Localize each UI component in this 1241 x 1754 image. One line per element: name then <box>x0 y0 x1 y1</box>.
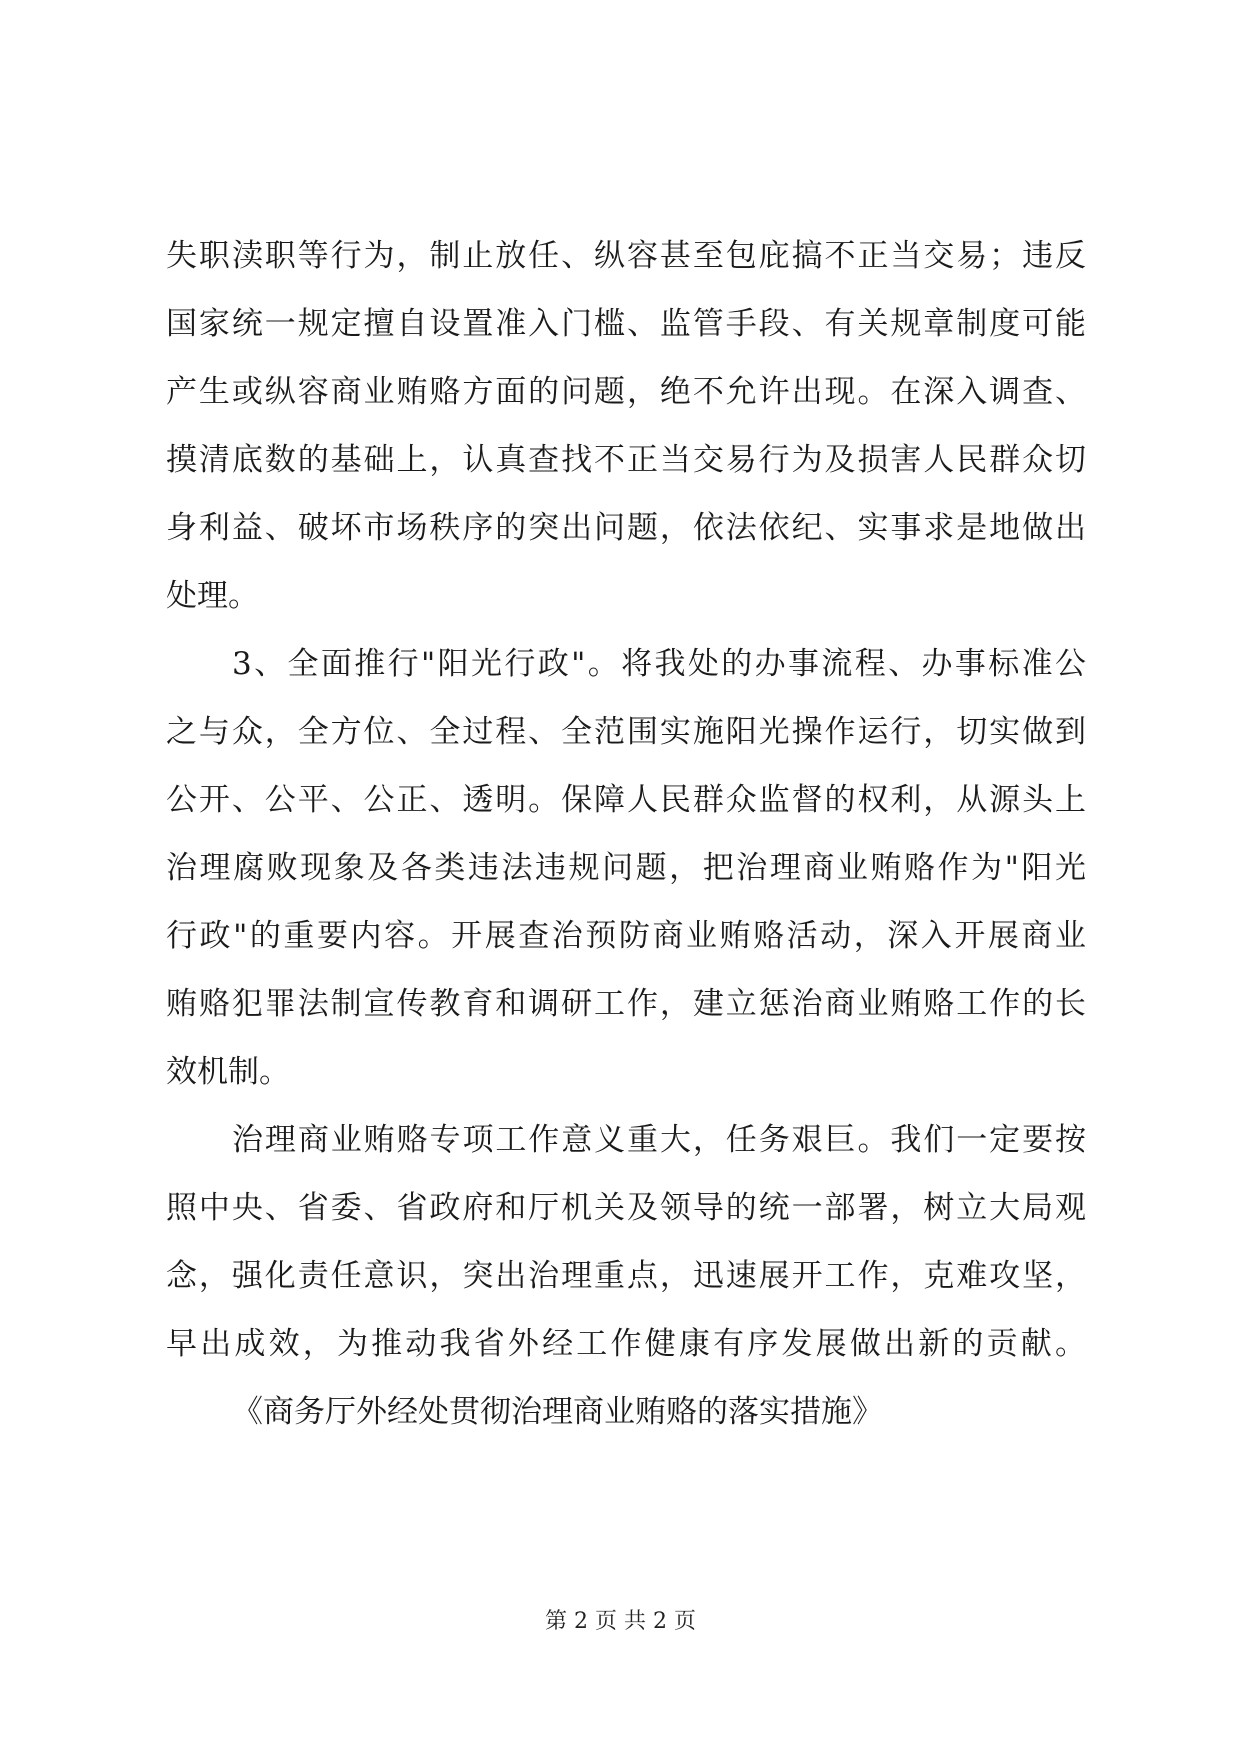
text-line: 治理腐败现象及各类违法违规问题，把治理商业贿赂作为"阳光 <box>166 850 1086 886</box>
text-line: 早出成效，为推动我省外经工作健康有序发展做出新的贡献。 <box>166 1326 1086 1362</box>
document-title-line: 《商务厅外经处贯彻治理商业贿赂的落实措施》 <box>232 1394 883 1430</box>
text-line: 产生或纵容商业贿赂方面的问题，绝不允许出现。在深入调查、 <box>166 374 1086 410</box>
text-line: 念，强化责任意识，突出治理重点，迅速展开工作，克难攻坚， <box>166 1258 1086 1294</box>
text-line: 失职渎职等行为，制止放任、纵容甚至包庇搞不正当交易；违反 <box>166 238 1086 274</box>
text-line: 身利益、破坏市场秩序的突出问题，依法依纪、实事求是地做出 <box>166 510 1086 546</box>
text-line: 之与众，全方位、全过程、全范围实施阳光操作运行，切实做到 <box>166 714 1086 750</box>
paragraph-first-line: 3、全面推行"阳光行政"。将我处的办事流程、办事标准公 <box>232 646 1086 682</box>
text-line: 国家统一规定擅自设置准入门槛、监管手段、有关规章制度可能 <box>166 306 1086 342</box>
page-footer: 第 2 页 共 2 页 <box>545 1609 696 1634</box>
paragraph-first-line: 治理商业贿赂专项工作意义重大，任务艰巨。我们一定要按 <box>232 1122 1086 1158</box>
text-line: 贿赂犯罪法制宣传教育和调研工作，建立惩治商业贿赂工作的长 <box>166 986 1086 1022</box>
text-line: 效机制。 <box>166 1054 290 1090</box>
text-line: 照中央、省委、省政府和厅机关及领导的统一部署，树立大局观 <box>166 1190 1086 1226</box>
document-body <box>166 222 1086 1446</box>
text-line: 摸清底数的基础上，认真查找不正当交易行为及损害人民群众切 <box>166 442 1086 478</box>
text-line: 处理。 <box>166 578 259 614</box>
text-line: 行政"的重要内容。开展查治预防商业贿赂活动，深入开展商业 <box>166 918 1086 954</box>
text-line: 公开、公平、公正、透明。保障人民群众监督的权利，从源头上 <box>166 782 1086 818</box>
